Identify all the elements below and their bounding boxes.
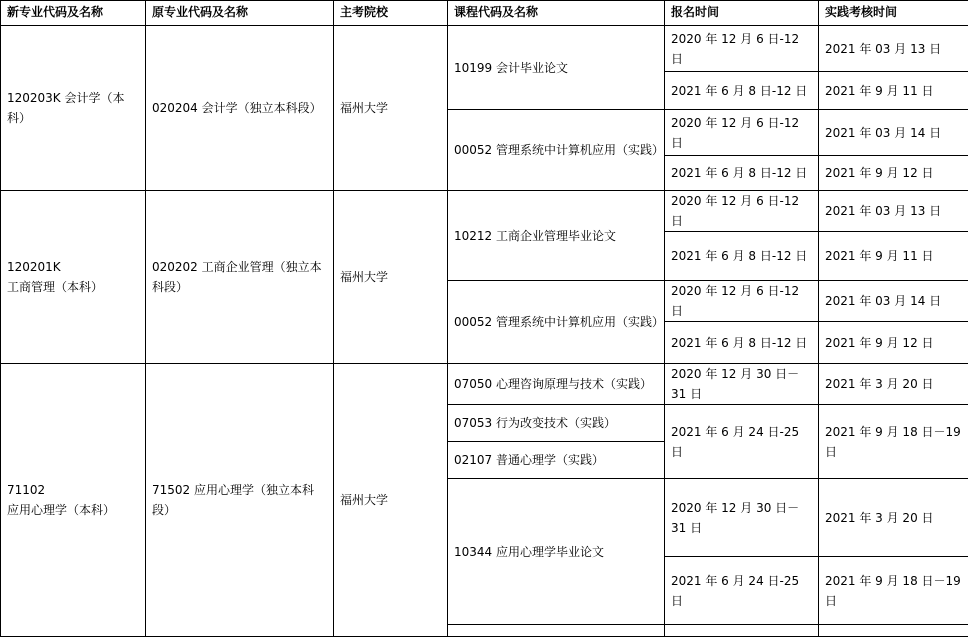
empty-cell (665, 625, 819, 637)
school-cell: 福州大学 (334, 26, 448, 191)
exam-time-cell: 2021 年 9 月 11 日 (819, 232, 968, 281)
header-register-time: 报名时间 (665, 1, 819, 26)
exam-time-cell: 2021 年 9 月 12 日 (819, 322, 968, 364)
new-major-name: 工商管理（本科） (7, 277, 139, 297)
new-major-name: 应用心理学（本科） (7, 500, 139, 520)
table-row (1, 26, 968, 72)
register-time-cell: 2021 年 6 月 8 日-12 日 (665, 72, 819, 110)
empty-cell (819, 625, 968, 637)
course-cell: 07050 心理咨询原理与技术（实践） (448, 364, 665, 405)
exam-time-cell: 2021 年 3 月 20 日 (819, 479, 968, 557)
new-major-cell (1, 191, 146, 364)
register-time-cell: 2021 年 6 月 8 日-12 日 (665, 156, 819, 191)
new-major-cell (1, 364, 146, 637)
table-row (1, 364, 968, 405)
register-time-cell: 2021 年 6 月 24 日-25 日 (665, 405, 819, 479)
register-time-cell: 2020 年 12 月 30 日－31 日 (665, 364, 819, 405)
empty-cell (448, 625, 665, 637)
header-school: 主考院校 (334, 1, 448, 26)
old-major-cell: 020204 会计学（独立本科段） (146, 26, 334, 191)
register-time-cell: 2021 年 6 月 8 日-12 日 (665, 322, 819, 364)
register-time-cell: 2020 年 12 月 6 日-12 日 (665, 26, 819, 72)
register-time-cell: 2020 年 12 月 6 日-12 日 (665, 191, 819, 232)
course-cell: 07053 行为改变技术（实践） (448, 405, 665, 442)
header-course: 课程代码及名称 (448, 1, 665, 26)
exam-time-cell: 2021 年 03 月 13 日 (819, 191, 968, 232)
course-cell: 02107 普通心理学（实践） (448, 442, 665, 479)
header-exam-time: 实践考核时间 (819, 1, 968, 26)
header-row (1, 1, 968, 26)
new-major-code: 71102 (7, 480, 139, 500)
old-major-cell: 71502 应用心理学（独立本科段） (146, 364, 334, 637)
exam-time-cell: 2021 年 9 月 18 日－19 日 (819, 405, 968, 479)
register-time-cell: 2021 年 6 月 8 日-12 日 (665, 232, 819, 281)
header-new-major: 新专业代码及名称 (1, 1, 146, 26)
new-major-cell: 120203K 会计学（本科） (1, 26, 146, 191)
school-cell: 福州大学 (334, 364, 448, 637)
register-time-cell: 2020 年 12 月 6 日-12 日 (665, 281, 819, 322)
table-row (1, 191, 968, 232)
exam-time-cell: 2021 年 9 月 11 日 (819, 72, 968, 110)
course-cell: 00052 管理系统中计算机应用（实践） (448, 281, 665, 364)
new-major-code: 120201K (7, 257, 139, 277)
school-cell: 福州大学 (334, 191, 448, 364)
exam-time-cell: 2021 年 03 月 14 日 (819, 110, 968, 156)
exam-time-cell: 2021 年 9 月 12 日 (819, 156, 968, 191)
exam-time-cell: 2021 年 03 月 13 日 (819, 26, 968, 72)
header-old-major: 原专业代码及名称 (146, 1, 334, 26)
register-time-cell: 2020 年 12 月 30 日－31 日 (665, 479, 819, 557)
register-time-cell: 2021 年 6 月 24 日-25 日 (665, 557, 819, 625)
course-cell: 10344 应用心理学毕业论文 (448, 479, 665, 625)
course-cell: 00052 管理系统中计算机应用（实践） (448, 110, 665, 191)
exam-time-cell: 2021 年 03 月 14 日 (819, 281, 968, 322)
old-major-cell: 020202 工商企业管理（独立本科段） (146, 191, 334, 364)
course-cell: 10199 会计毕业论文 (448, 26, 665, 110)
course-cell: 10212 工商企业管理毕业论文 (448, 191, 665, 281)
exam-time-cell: 2021 年 9 月 18 日－19 日 (819, 557, 968, 625)
exam-time-cell: 2021 年 3 月 20 日 (819, 364, 968, 405)
register-time-cell: 2020 年 12 月 6 日-12 日 (665, 110, 819, 156)
